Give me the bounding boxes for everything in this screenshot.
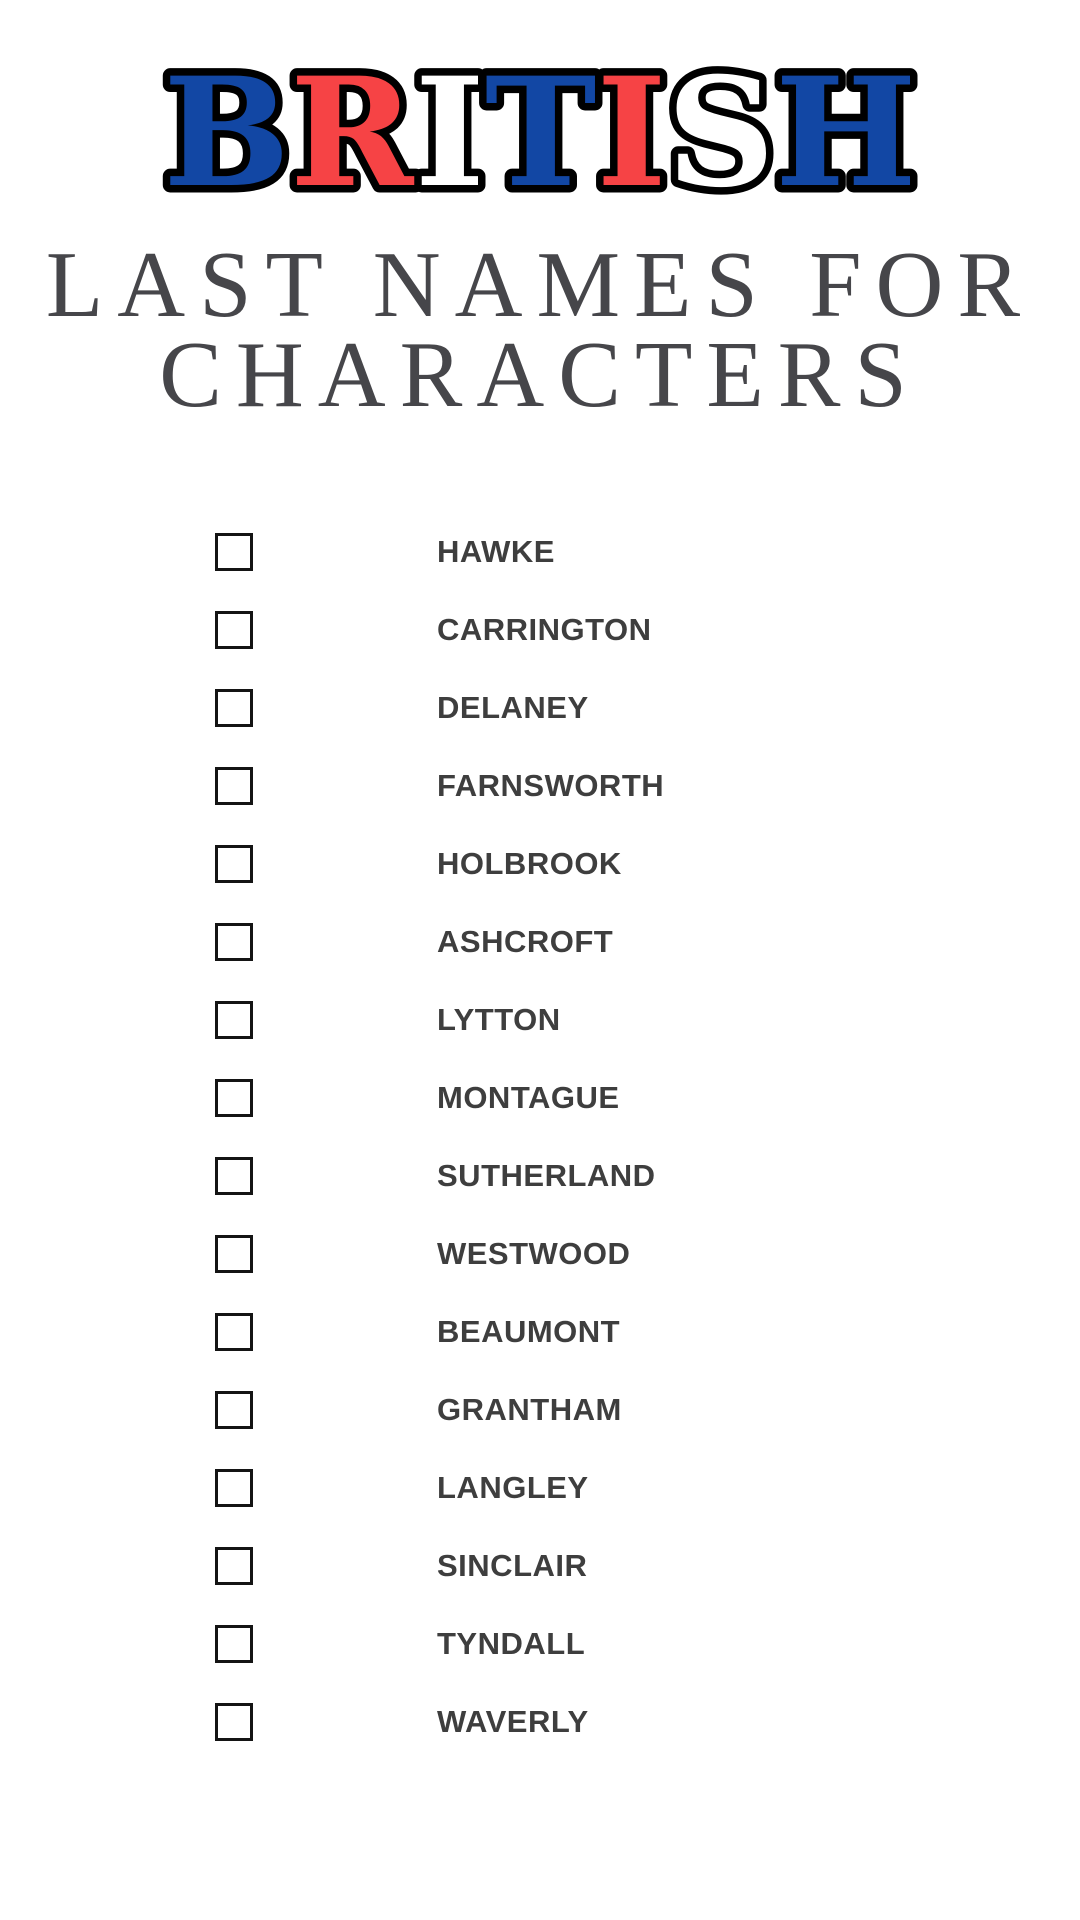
- checkbox[interactable]: [215, 845, 253, 883]
- checkbox[interactable]: [215, 923, 253, 961]
- checklist-label: ASHCROFT: [437, 924, 614, 959]
- checklist-row: [0, 1683, 1080, 1761]
- checkbox[interactable]: [215, 1469, 253, 1507]
- subtitle-line-1: LAST NAMES FOR: [45, 233, 1035, 337]
- checklist-label: LANGLEY: [437, 1470, 589, 1505]
- checklist-row: [0, 903, 1080, 981]
- checklist-row: [0, 1059, 1080, 1137]
- checklist-row: [0, 591, 1080, 669]
- checklist-label: GRANTHAM: [437, 1392, 622, 1427]
- checkbox[interactable]: [215, 689, 253, 727]
- checklist-label: WESTWOOD: [437, 1236, 631, 1271]
- checklist-row: [0, 1293, 1080, 1371]
- checklist-label: TYNDALL: [437, 1626, 586, 1661]
- checkbox[interactable]: [215, 1547, 253, 1585]
- checkbox[interactable]: [215, 611, 253, 649]
- checklist-row: [0, 825, 1080, 903]
- checklist-label: BEAUMONT: [437, 1314, 621, 1349]
- checklist-row: [0, 981, 1080, 1059]
- checklist-row: [0, 1137, 1080, 1215]
- checklist-row: [0, 1527, 1080, 1605]
- checkbox[interactable]: [215, 1391, 253, 1429]
- checkbox[interactable]: [215, 1313, 253, 1351]
- checklist-row: [0, 513, 1080, 591]
- subtitle-line-2: CHARACTERS: [159, 323, 921, 427]
- checklist-label: WAVERLY: [437, 1704, 589, 1739]
- checklist-label: HOLBROOK: [437, 846, 622, 881]
- checkbox[interactable]: [215, 1703, 253, 1741]
- checkbox[interactable]: [215, 1001, 253, 1039]
- checklist-row: [0, 747, 1080, 825]
- checklist-label: MONTAGUE: [437, 1080, 620, 1115]
- checkbox[interactable]: [215, 1157, 253, 1195]
- checklist-label: SINCLAIR: [437, 1548, 588, 1583]
- title-british: [0, 0, 1080, 235]
- checklist-label: LYTTON: [437, 1002, 561, 1037]
- checklist-row: [0, 669, 1080, 747]
- checklist-label: FARNSWORTH: [437, 768, 665, 803]
- checklist-label: DELANEY: [437, 690, 589, 725]
- checkbox[interactable]: [215, 1079, 253, 1117]
- checklist-label: CARRINGTON: [437, 612, 652, 647]
- checklist-row: [0, 1215, 1080, 1293]
- checklist-label: HAWKE: [437, 534, 555, 569]
- checklist-row: [0, 1371, 1080, 1449]
- title-word: BRITISH: [163, 45, 917, 221]
- checkbox[interactable]: [215, 1235, 253, 1273]
- checklist-label: SUTHERLAND: [437, 1158, 656, 1193]
- checklist-row: [0, 1449, 1080, 1527]
- checklist: [0, 513, 1080, 1761]
- checkbox[interactable]: [215, 767, 253, 805]
- checkbox[interactable]: [215, 1625, 253, 1663]
- checkbox[interactable]: [215, 533, 253, 571]
- checklist-row: [0, 1605, 1080, 1683]
- subtitle: [0, 233, 1080, 427]
